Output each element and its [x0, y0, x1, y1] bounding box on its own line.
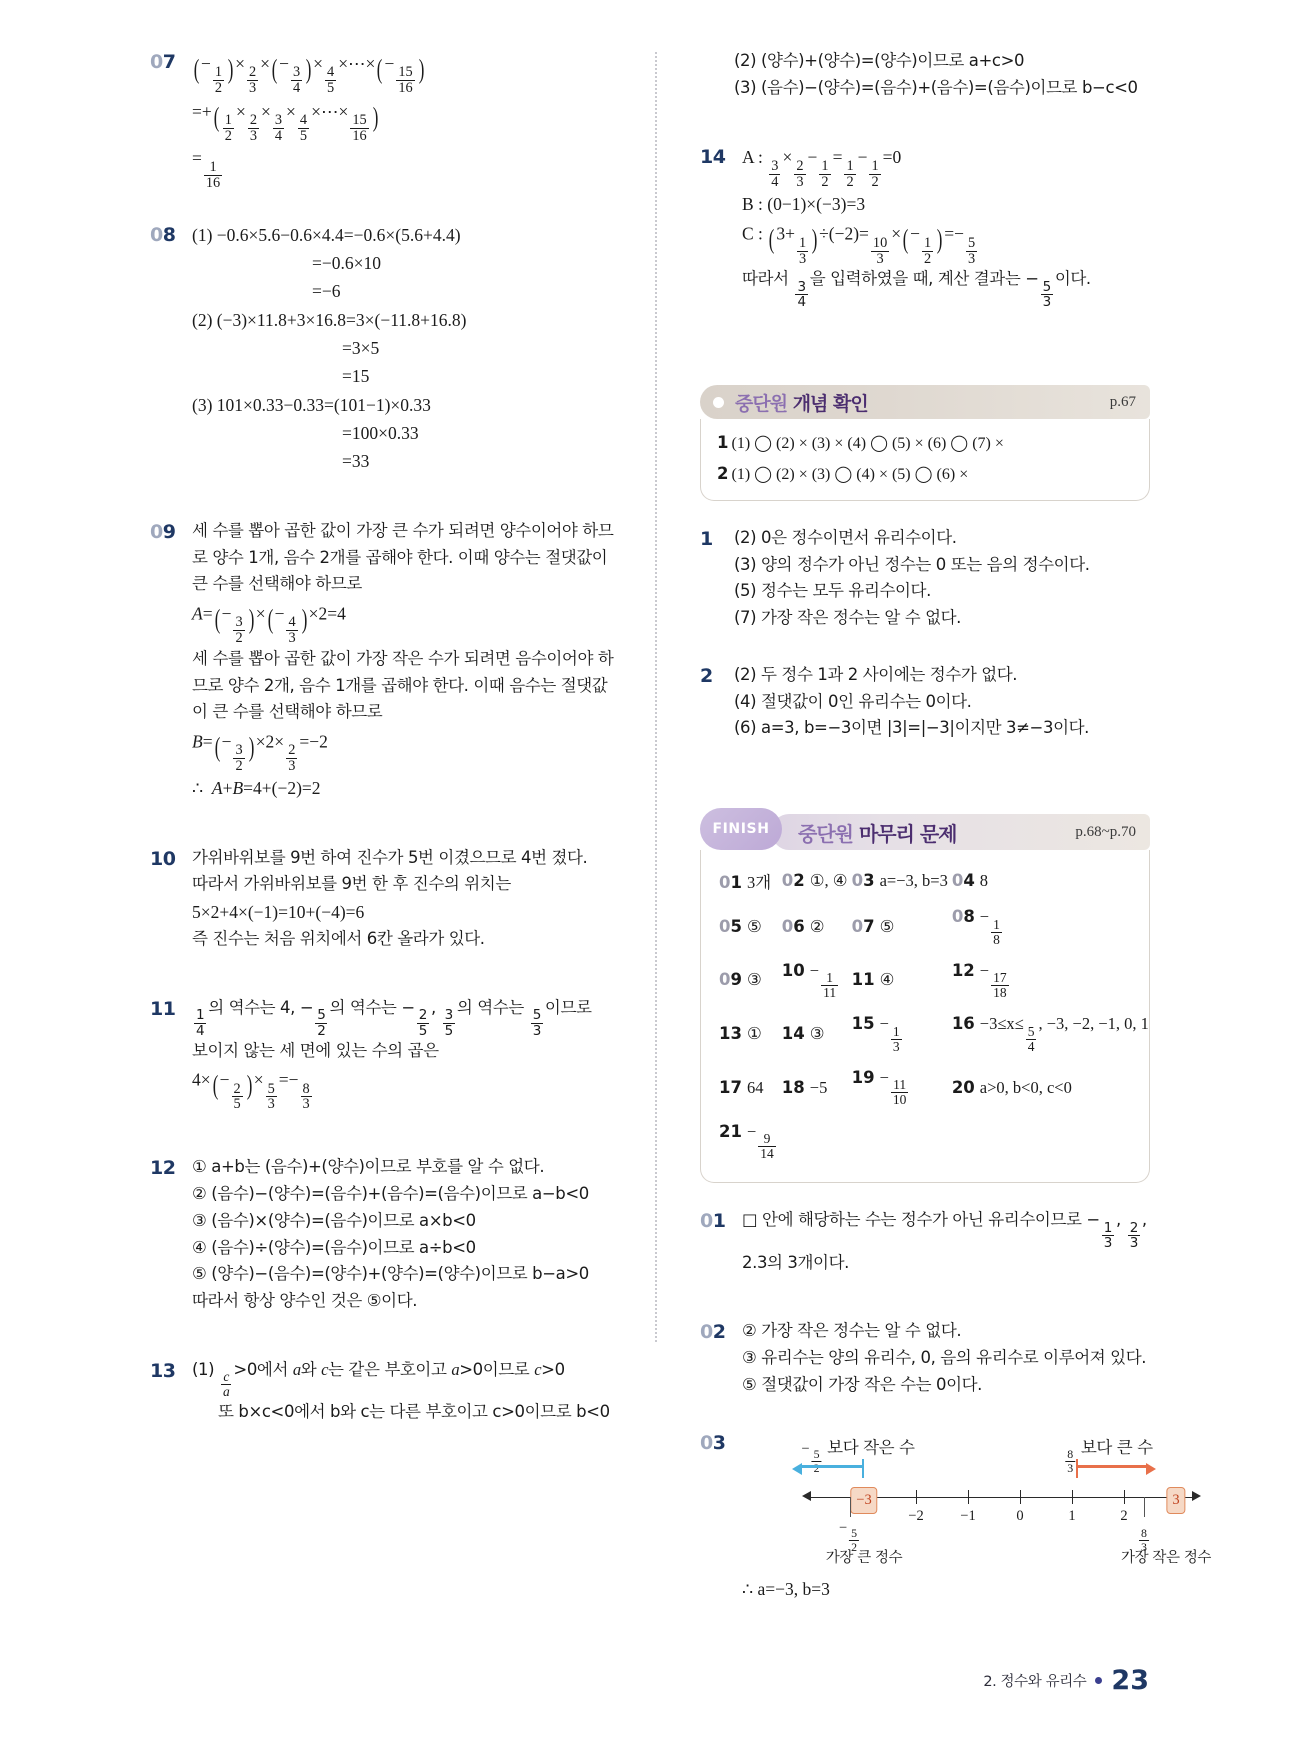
answer-cell: 03 a=−3, b=3 — [851, 871, 948, 891]
answer-number: 13 — [719, 1024, 742, 1044]
page-footer — [983, 1665, 1149, 1696]
problem-13-continued — [700, 48, 1150, 101]
table-row — [717, 1061, 1151, 1115]
problem-number: 02 — [700, 1321, 726, 1344]
solution-text: (4) 절댓값이 0인 유리수는 0이다. — [734, 691, 972, 711]
answer-number: 12 — [951, 960, 975, 980]
solution-text: 므로 양수 2개, 음수 1개를 곱해야 한다. 이때 음수는 절댓값 — [192, 675, 608, 695]
problem-number: 08 — [150, 223, 176, 246]
concept-explanation-1 — [700, 525, 1150, 632]
problem-number: 01 — [700, 1210, 726, 1233]
solution-text: (7) 가장 작은 정수는 알 수 없다. — [734, 608, 962, 628]
solution-text: (2) 두 정수 1과 2 사이에는 정수가 없다. — [734, 664, 1018, 684]
equation-line: (− $\frac{1}{2}$ )× $\frac{2}{3}$ ×(− $\frac{3}{4}$ )× $\frac{4}{5}$ ×⋯×(− $\frac{15}{16}$ ) — [193, 53, 425, 97]
problem-08 — [150, 221, 630, 476]
answer-cell: 02 ①, ④ — [781, 871, 848, 891]
right-range-caption: $\frac{8}{3}$ 보다 큰 수 — [1067, 1437, 1153, 1475]
answer-number: 17 — [719, 1077, 742, 1097]
problem-10 — [150, 845, 630, 954]
equation-line: (2) (−3)×11.8+3×16.8=3×(−11.8+16.8) — [192, 309, 467, 330]
solution-text: ③ 유리수는 양의 유리수, 0, 음의 유리수로 이루어져 있다. — [742, 1348, 1147, 1368]
right-column — [700, 48, 1212, 1619]
answer-cell: 08 − $\frac{1}{8}$ — [951, 907, 1000, 947]
problem-number: 09 — [150, 520, 176, 543]
answer-cell: 18 −5 — [781, 1077, 828, 1097]
answer-cell: 12 − $\frac{17}{18}$ — [951, 960, 1007, 1001]
answer-cell: 21 − $\frac{9}{14}$ — [719, 1121, 774, 1162]
answer-cell: 15 − $\frac{1}{3}$ — [851, 1014, 900, 1054]
problem-number: 14 — [700, 146, 726, 169]
answer-number: 21 — [719, 1121, 742, 1141]
answer-number: 07 — [851, 916, 875, 936]
answer-number: 05 — [719, 916, 742, 936]
left-ray — [802, 1465, 864, 1468]
left-point-label: − $\frac{5}{2}$ — [838, 1519, 858, 1554]
answer-number: 08 — [951, 907, 975, 927]
page-reference: p.68~p.70 — [1075, 823, 1136, 840]
answer-number: 15 — [851, 1014, 875, 1034]
equation-line: B=(− $\frac{3}{2}$ )×2× $\frac{2}{3}$ =−2 — [192, 731, 328, 775]
answer-row: 2 (1) ◯ (2) × (3) ◯ (4) × (5) ◯ (6) × — [717, 463, 969, 483]
section-title: 중단원 개념 확인 — [735, 392, 868, 415]
axis-right-arrow-icon — [1192, 1491, 1201, 1501]
tick-label-highlight: −3 — [850, 1487, 877, 1514]
answer-number: 04 — [951, 871, 975, 891]
solution-text: 세 수를 뽑아 곱한 값이 가장 큰 수가 되려면 양수이어야 하므 — [192, 520, 614, 540]
answer-number: 18 — [781, 1077, 805, 1097]
answer-number: 11 — [851, 970, 875, 990]
solution-text: □ 안에 해당하는 수는 정수가 아닌 유리수이므로 − $\frac{1}{3}$ , $\frac{2}{3}$ , — [742, 1210, 1147, 1251]
problem-number: 10 — [150, 847, 176, 870]
answer-cell: 04 8 — [951, 871, 989, 891]
problem-14 — [700, 143, 1150, 309]
problem-number: 03 — [700, 1431, 726, 1454]
finish-badge: FINISH — [700, 808, 782, 850]
problem-number: 11 — [150, 998, 176, 1020]
equation-line: =100×0.33 — [342, 423, 419, 444]
finish-section — [700, 814, 1150, 1183]
solution-text: 따라서 가위바위보를 9번 한 후 진수의 위치는 — [192, 874, 511, 894]
answer-row: 1 (1) ◯ (2) × (3) × (4) ◯ (5) × (6) ◯ (7) × — [717, 433, 1004, 453]
problem-number: 07 — [150, 51, 176, 73]
table-row — [717, 1007, 1151, 1061]
problem-number: 1 — [700, 528, 713, 551]
number-line-figure — [788, 1435, 1218, 1567]
equation-line: =33 — [342, 451, 370, 472]
right-point-label: $\frac{8}{3}$ — [1141, 1526, 1147, 1554]
solution-text: $\frac{1}{4}$ 의 역수는 4, − $\frac{5}{2}$ 의 역수는 − $\frac{2}{5}$ , $\frac{3}{5}$ 의 역수는 $\frac{5}{3}$ 이므로 — [196, 998, 592, 1039]
answer-cell: 06 ② — [781, 916, 825, 936]
solution-text: ③ (음수)×(양수)=(음수)이므로 a×b<0 — [192, 1210, 476, 1230]
finish-answer-grid — [700, 850, 1150, 1183]
answer-number: 20 — [951, 1077, 975, 1097]
equation-line: ∴ A+B=4+(−2)=2 — [192, 778, 321, 799]
answer-cell: 01 3개 — [719, 873, 772, 893]
equation-line: A=(− $\frac{3}{2}$ )×(− $\frac{4}{3}$ )×2=4 — [192, 603, 346, 647]
solution-text: (2) 0은 정수이면서 유리수이다. — [734, 528, 957, 548]
concept-answers — [700, 419, 1150, 501]
solution-text: 즉 진수는 처음 위치에서 6칸 올라가 있다. — [192, 929, 485, 949]
answer-cell: 10 − $\frac{1}{11}$ — [781, 960, 837, 1001]
solution-text: 로 양수 1개, 음수 2개를 곱해야 한다. 이때 양수는 절댓값이 — [192, 547, 608, 567]
concept-explanation-2 — [700, 662, 1150, 742]
answer-table — [717, 862, 1151, 1168]
equation-line: C : (3+ $\frac{1}{3}$ )÷(−2)= $\frac{10}{3}$ ×(− $\frac{1}{2}$ )=− $\frac{5}{3}$ — [742, 223, 976, 267]
answer-number: 02 — [781, 871, 805, 891]
answer-cell: 14 ③ — [781, 1024, 825, 1044]
footer-dot-icon — [1095, 1677, 1102, 1684]
answer-cell: 13 ① — [719, 1024, 762, 1044]
right-ray — [1076, 1465, 1146, 1468]
solution-text: (2) (양수)+(양수)=(양수)이므로 a+c>0 — [734, 51, 1025, 70]
problem-number: 2 — [700, 664, 713, 687]
left-range-caption: − $\frac{5}{2}$ 보다 작은 수 — [801, 1437, 915, 1475]
column-divider — [655, 52, 657, 1342]
answer-number: 06 — [781, 916, 805, 936]
finish-explanation-01 — [700, 1207, 1150, 1276]
solution-text: ⑤ 절댓값이 가장 작은 수는 0이다. — [742, 1374, 983, 1394]
solution-text: ⑤ (양수)−(음수)=(양수)+(양수)=(양수)이므로 b−a>0 — [192, 1264, 589, 1284]
tick-label: 0 — [1016, 1507, 1024, 1524]
equation-line: B : (0−1)×(−3)=3 — [742, 194, 866, 215]
equation-line: (3) 101×0.33−0.33=(101−1)×0.33 — [192, 394, 431, 415]
table-row — [717, 954, 1151, 1008]
equation-line: A : $\frac{3}{4}$ × $\frac{2}{3}$ − $\frac{1}{2}$ = $\frac{1}{2}$ − $\frac{1}{2}$ =0 — [742, 147, 902, 191]
solution-text: 가위바위보를 9번 하여 진수가 5번 이겼으므로 4번 졌다. — [192, 847, 588, 867]
problem-07 — [150, 48, 630, 191]
solution-text: (3) (음수)−(양수)=(음수)+(음수)=(음수)이므로 b−c<0 — [734, 77, 1138, 97]
solution-text: 이 큰 수를 선택해야 하므로 — [192, 702, 383, 722]
table-row — [717, 862, 1151, 900]
page-reference: p.67 — [1109, 393, 1136, 410]
problem-number: 12 — [150, 1157, 176, 1180]
equation-line: =+( $\frac{1}{2}$ × $\frac{2}{3}$ × $\frac{3}{4}$ × $\frac{4}{5}$ ×⋯× $\frac{15}{16}$ ) — [192, 101, 379, 145]
answer-cell: 19 − $\frac{11}{10}$ — [851, 1067, 907, 1108]
chapter-label: 2. 정수와 유리수 — [983, 1674, 1087, 1690]
tick-label-highlight: 3 — [1166, 1487, 1185, 1514]
solution-text: 따라서 항상 양수인 것은 ⑤이다. — [192, 1290, 418, 1310]
left-column — [150, 48, 630, 1442]
page-number: 23 — [1111, 1665, 1149, 1696]
table-row — [717, 1115, 1151, 1169]
right-bottom-caption: 가장 작은 정수 — [1120, 1549, 1212, 1566]
equation-line: =15 — [342, 366, 370, 387]
solution-text: (1) $\frac{c}{a}$ >0에서 a와 c는 같은 부호이고 a>0이므로 c>0 — [192, 1359, 565, 1400]
solution-text: ① a+b는 (음수)+(양수)이므로 부호를 알 수 없다. — [192, 1157, 545, 1177]
equation-line: =3×5 — [342, 338, 380, 359]
equation-line: = $\frac{1}{16}$ — [192, 148, 221, 191]
solution-text: ② (음수)−(양수)=(음수)+(음수)=(음수)이므로 a−b<0 — [192, 1184, 589, 1204]
answer-cell: 07 ⑤ — [851, 916, 895, 936]
solution-text: 2.3의 3개이다. — [742, 1252, 849, 1272]
answer-number: 16 — [951, 1014, 975, 1034]
bullet-dot-icon — [713, 397, 724, 408]
answer-cell: 11 ④ — [851, 970, 895, 990]
tick-label: 1 — [1068, 1507, 1076, 1524]
answer-number: 10 — [781, 960, 805, 980]
left-bottom-caption: 가장 큰 정수 — [825, 1549, 903, 1566]
answer-number: 01 — [719, 873, 742, 893]
table-row — [717, 900, 1151, 954]
conclusion-line: ∴ a=−3, b=3 — [742, 1578, 830, 1599]
problem-09 — [150, 518, 630, 803]
answer-number: 09 — [719, 970, 742, 990]
solution-text: ④ (음수)÷(양수)=(음수)이므로 a÷b<0 — [192, 1237, 476, 1257]
finish-header — [772, 814, 1150, 850]
tick-label: 2 — [1120, 1507, 1128, 1524]
finish-explanation-03 — [700, 1429, 1212, 1603]
concept-check-header — [700, 385, 1150, 419]
answer-number: 14 — [781, 1024, 805, 1044]
finish-explanation-02 — [700, 1318, 1150, 1398]
problem-13 — [150, 1357, 630, 1426]
problem-12 — [150, 1154, 630, 1314]
axis-left-arrow-icon — [802, 1491, 811, 1501]
answer-cell: 09 ③ — [719, 970, 762, 990]
solution-text: (6) a=3, b=−3이면 |3|=|−3|이지만 3≠−3이다. — [734, 718, 1089, 738]
solution-text: ② 가장 작은 정수는 알 수 없다. — [742, 1321, 962, 1341]
solution-text: 따라서 $\frac{3}{4}$ 을 입력하였을 때, 계산 결과는 − $\frac{5}{3}$ 이다. — [742, 269, 1091, 311]
problem-11 — [150, 995, 630, 1112]
problem-number: 13 — [150, 1359, 176, 1382]
solution-text: 또 b×c<0에서 b와 c는 다른 부호이고 c>0이므로 b<0 — [218, 1402, 610, 1422]
equation-line: 5×2+4×(−1)=10+(−4)=6 — [192, 901, 365, 922]
solution-text: 큰 수를 선택해야 하므로 — [192, 574, 362, 594]
section-title: 중단원 마무리 문제 — [798, 821, 957, 846]
equation-line: 4×(− $\frac{2}{5}$ )× $\frac{5}{3}$ =− $\frac{8}{3}$ — [192, 1069, 310, 1113]
tick-label: −1 — [960, 1507, 976, 1524]
equation-line: =−0.6×10 — [312, 253, 381, 274]
answer-cell: 16 −3≤x≤ $\frac{5}{4}$ , −3, −2, −1, 0, 1 — [951, 1014, 1149, 1054]
concept-check-section — [700, 385, 1150, 501]
solution-text: 세 수를 뽑아 곱한 값이 가장 작은 수가 되려면 음수이어야 하 — [192, 648, 614, 668]
tick-label: −2 — [908, 1507, 924, 1524]
answer-number: 19 — [851, 1067, 875, 1087]
answer-cell: 20 a>0, b<0, c<0 — [951, 1077, 1072, 1097]
answer-cell: 05 ⑤ — [719, 916, 762, 936]
solution-text: (3) 양의 정수가 아닌 정수는 0 또는 음의 정수이다. — [734, 554, 1090, 574]
answer-number: 03 — [851, 871, 875, 891]
equation-line: =−6 — [312, 281, 341, 302]
solution-text: (5) 정수는 모두 유리수이다. — [734, 581, 931, 601]
answer-cell: 17 64 — [719, 1077, 764, 1097]
equation-line: (1) −0.6×5.6−0.6×4.4=−0.6×(5.6+4.4) — [192, 224, 461, 245]
solution-text: 보이지 않는 세 면에 있는 수의 곱은 — [192, 1040, 439, 1060]
